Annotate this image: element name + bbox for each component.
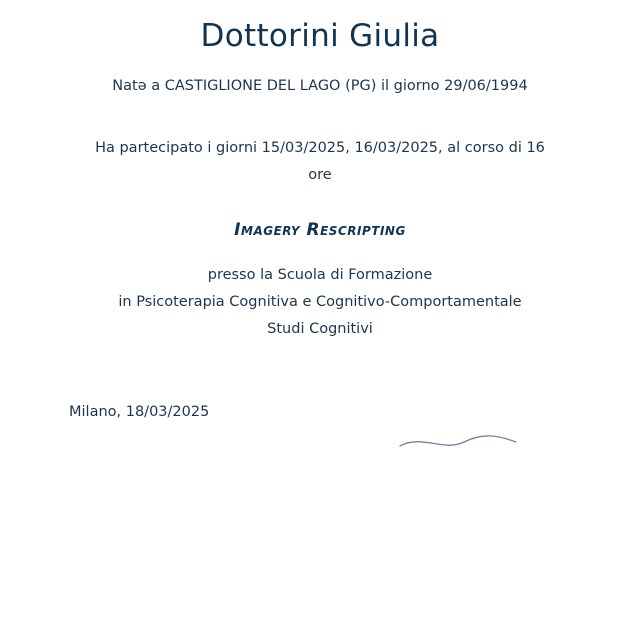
participation-text bbox=[40, 135, 600, 189]
participation-line-2: ore bbox=[308, 167, 332, 183]
school-line-1: presso la Scuola di Formazione bbox=[207, 267, 433, 283]
school-line-3: Studi Cognitivi bbox=[267, 321, 373, 337]
recipient-name: Dottorini Giulia bbox=[200, 18, 440, 54]
signature-placeholder bbox=[392, 412, 524, 464]
school-line-2: in Psicoterapia Cognitiva e Cognitivo-Comportamentale bbox=[118, 294, 522, 310]
birth-line: Natə a CASTIGLIONE DEL LAGO (PG) il giorno 29/06/1994 bbox=[112, 78, 528, 94]
course-title: Imagery Rescripting bbox=[234, 220, 406, 240]
school-block bbox=[40, 262, 600, 343]
place-date: Milano, 18/03/2025 bbox=[69, 404, 210, 420]
participation-line-1: Ha partecipato i giorni 15/03/2025, 16/03/2025, al corso di 16 bbox=[95, 140, 545, 156]
